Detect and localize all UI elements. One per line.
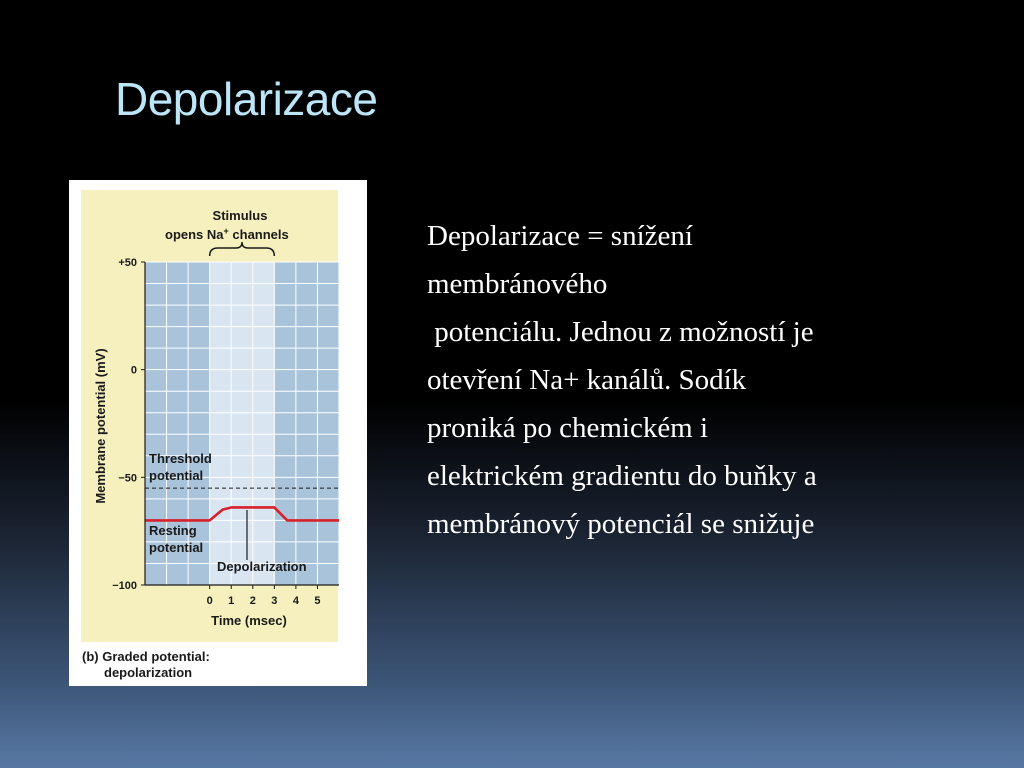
body-text <box>427 212 987 548</box>
depolarization-label: Depolarization <box>217 559 307 574</box>
figure-caption-line2: depolarization <box>104 665 193 680</box>
stimulus-label-line1: Stimulus <box>212 208 268 223</box>
x-tick-label: 0 <box>206 595 213 607</box>
graded-potential-figure <box>69 180 367 686</box>
y-axis-label: Membrane potential (mV) <box>93 348 108 504</box>
y-tick-label: 0 <box>130 364 137 377</box>
x-tick-label: 3 <box>271 595 278 607</box>
x-tick-label: 2 <box>249 595 256 607</box>
body-line: potenciálu. Jednou z možností je <box>427 316 814 348</box>
y-tick-label: −100 <box>112 580 137 592</box>
figure-caption-line1: (b) Graded potential: <box>82 649 210 664</box>
body-line: elektrickém gradientu do buňky a <box>427 460 817 492</box>
threshold-label-line1: Threshold <box>149 451 212 466</box>
slide-title: Depolarizace <box>115 73 378 125</box>
body-line: membránový potenciál se snižuje <box>427 508 815 540</box>
resting-label-line1: Resting <box>149 523 197 538</box>
resting-label-line2: potential <box>149 540 204 555</box>
x-axis-label: Time (msec) <box>211 613 287 628</box>
body-line: otevření Na+ kanálů. Sodík <box>427 364 747 396</box>
threshold-label-line2: potential <box>149 468 204 483</box>
y-tick-label: −50 <box>118 472 137 485</box>
stimulus-band <box>210 262 275 585</box>
x-tick-label: 5 <box>314 595 321 607</box>
membrane-potential-chart <box>69 180 367 686</box>
x-tick-label: 1 <box>228 595 235 607</box>
y-tick-label: +50 <box>118 257 137 269</box>
stimulus-label-line2: opens Na+ channels <box>165 226 289 242</box>
body-line: Depolarizace = snížení <box>427 220 693 252</box>
body-line: proniká po chemickém i <box>427 412 709 444</box>
body-line: membránového <box>427 268 608 300</box>
x-tick-label: 4 <box>292 595 299 607</box>
